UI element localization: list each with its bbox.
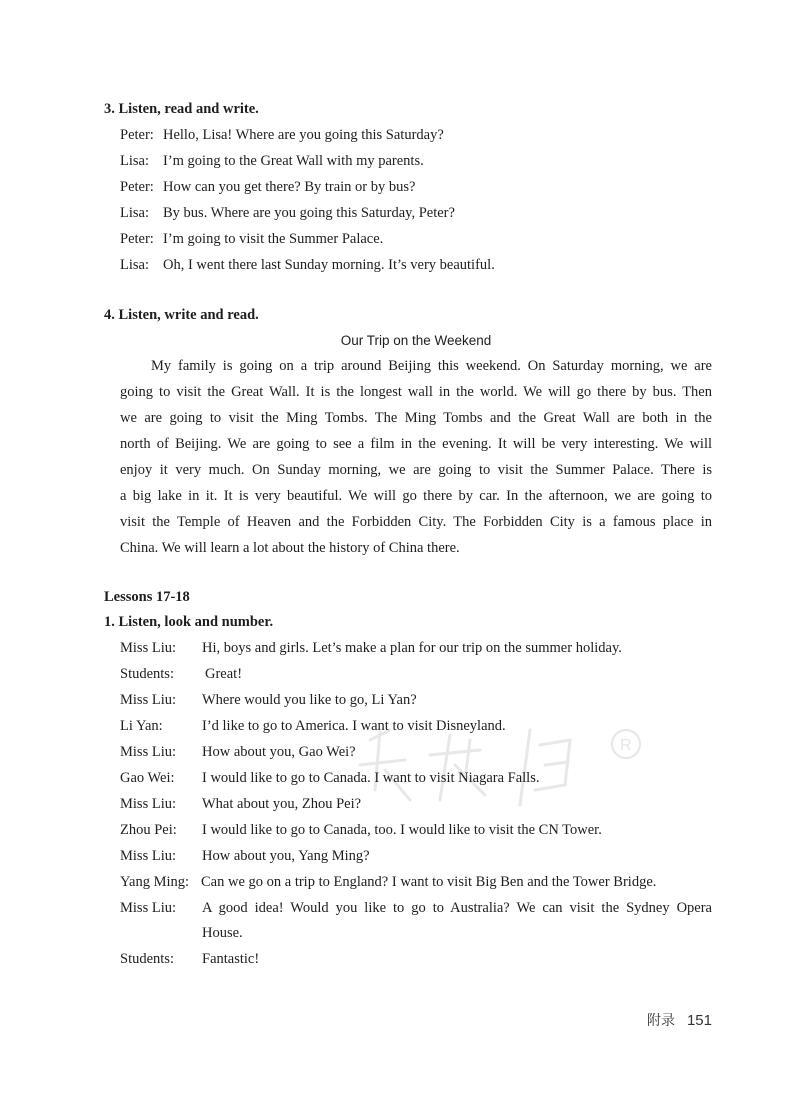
dialogue-line — [120, 205, 455, 222]
dialogue-text: Hi, boys and girls. Let’s make a plan for our trip on the summer holiday. — [202, 640, 622, 656]
paragraph-line: visit the Temple of Heaven and the Forbidden City. The Forbidden City is a famous place in — [120, 514, 712, 530]
lessons-heading: Lessons 17-18 — [104, 589, 190, 605]
dialogue-text: Where would you like to go, Li Yan? — [202, 692, 417, 708]
speaker-label: Miss Liu: — [120, 848, 176, 864]
dialogue-text: Hello, Lisa! Where are you going this Saturday? — [163, 127, 444, 143]
story-title: Our Trip on the Weekend — [340, 333, 492, 348]
dialogue-line — [120, 231, 383, 248]
speaker-label: Gao Wei: — [120, 770, 175, 786]
dialogue-line — [120, 179, 415, 196]
dialogue-text: How can you get there? By train or by bus? — [163, 179, 416, 195]
speaker-label: Students: — [120, 666, 174, 682]
speaker-label: Peter: — [120, 179, 154, 195]
speaker-label: Lisa: — [120, 257, 149, 273]
dialogue-text: What about you, Zhou Pei? — [202, 796, 362, 812]
dialogue-text: Fantastic! — [202, 951, 260, 967]
dialogue-line — [120, 153, 424, 170]
dialogue-text: I would like to go to Canada, too. I would like to visit the CN Tower. — [202, 822, 602, 838]
exercise-3-heading: 3. Listen, read and write. — [104, 101, 259, 117]
dialogue-text: I would like to go to Canada. I want to visit Niagara Falls. — [202, 770, 540, 786]
paragraph-line: China. We will learn a lot about the history of China there. — [120, 540, 460, 556]
paragraph-line: enjoy it very much. On Sunday morning, we are going to visit the Summer Palace. There is — [120, 462, 712, 478]
dialogue-text: How about you, Gao Wei? — [202, 744, 356, 760]
speaker-label: Miss Liu: — [120, 692, 176, 708]
speaker-label: Miss Liu: — [120, 900, 176, 916]
speaker-label: Zhou Pei: — [120, 822, 177, 838]
dialogue-text-continued: House. — [202, 925, 243, 941]
dialogue-text: I’m going to visit the Summer Palace. — [163, 231, 384, 247]
dialogue-text: By bus. Where are you going this Saturday, Peter? — [163, 205, 455, 221]
speaker-label: Miss Liu: — [120, 640, 176, 656]
paragraph-line: north of Beijing. We are going to see a film in the evening. It will be very interesting. We will — [120, 436, 712, 452]
speaker-label: Peter: — [120, 231, 154, 247]
dialogue-text: Oh, I went there last Sunday morning. It’s very beautiful. — [163, 257, 495, 273]
exercise-1-heading: 1. Listen, look and number. — [104, 614, 274, 630]
dialogue-text: I’d like to go to America. I want to visit Disneyland. — [202, 718, 506, 734]
speaker-label: Lisa: — [120, 205, 149, 221]
dialogue-text: Can we go on a trip to England? I want to visit Big Ben and the Tower Bridge. — [201, 874, 657, 890]
appendix-label: 附录 — [646, 1012, 675, 1028]
dialogue-text: I’m going to the Great Wall with my parents. — [163, 153, 424, 169]
svg-text:R: R — [620, 737, 632, 754]
dialogue-line — [120, 127, 444, 144]
speaker-label: Students: — [120, 951, 174, 967]
speaker-label: Lisa: — [120, 153, 149, 169]
dialogue-line — [120, 257, 495, 274]
speaker-label: Miss Liu: — [120, 796, 176, 812]
speaker-label: Peter: — [120, 127, 154, 143]
paragraph-line: going to visit the Great Wall. It is the longest wall in the world. We will go there by bus. Then — [120, 384, 712, 400]
speaker-label: Li Yan: — [120, 718, 163, 734]
paragraph-line: My family is going on a trip around Beijing this weekend. On Saturday morning, we are — [151, 358, 712, 374]
paragraph-line: a big lake in it. It is very beautiful. We will go there by car. In the afternoon, we are going to — [120, 488, 712, 504]
page-footer — [647, 1010, 712, 1030]
speaker-label: Yang Ming: — [120, 874, 190, 890]
exercise-4-heading: 4. Listen, write and read. — [104, 307, 259, 323]
speaker-label: Miss Liu: — [120, 744, 176, 760]
page-number: 151 — [686, 1012, 712, 1029]
dialogue-text: A good idea! Would you like to go to Australia? We can visit the Sydney Opera — [202, 900, 712, 916]
dialogue-text: How about you, Yang Ming? — [202, 848, 370, 864]
paragraph-line: we are going to visit the Ming Tombs. The Ming Tombs and the Great Wall are both in the — [120, 410, 712, 426]
dialogue-text: Great! — [205, 666, 243, 682]
